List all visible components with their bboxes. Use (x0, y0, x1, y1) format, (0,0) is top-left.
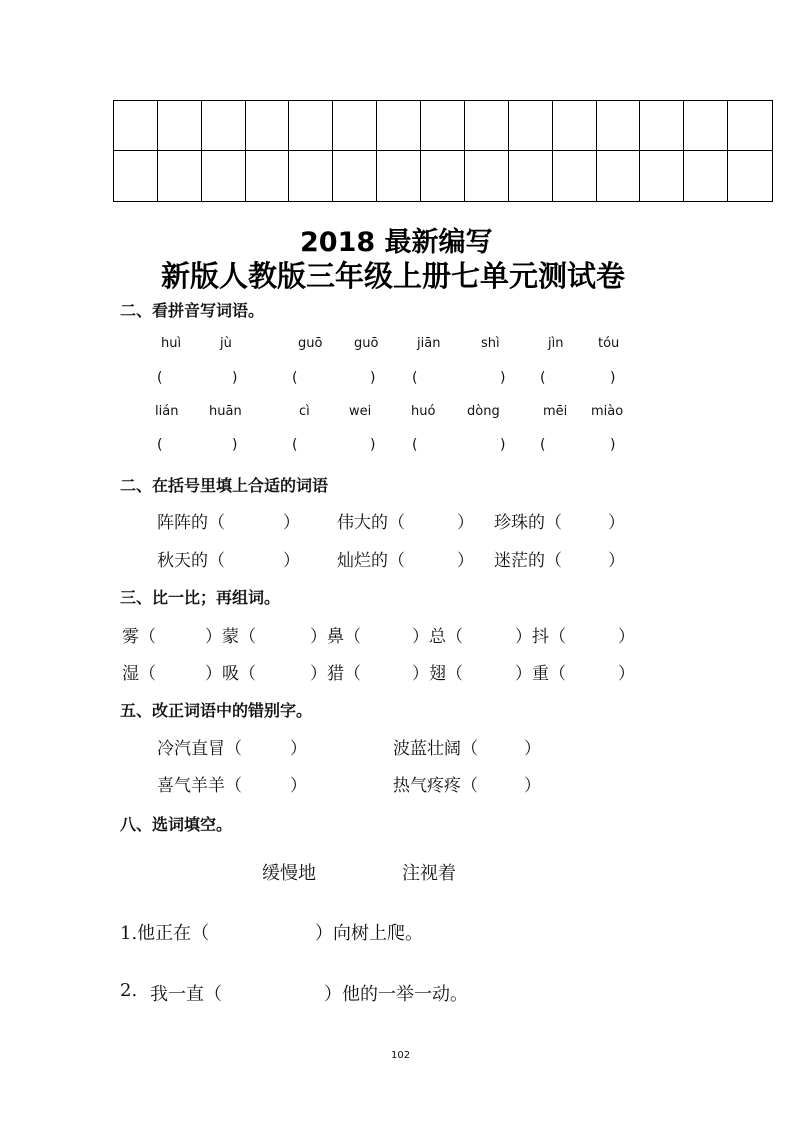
fill-item-text: 珍珠的（ (494, 513, 562, 533)
grid-cell[interactable] (553, 101, 597, 151)
correct-item-text: 波蓝壮阔（ (393, 739, 478, 759)
compare-char: ）翅（ (412, 664, 463, 684)
section-choose-heading: 八、选词填空。 (120, 815, 233, 834)
pinyin: wei (349, 404, 372, 419)
answer-blank-close: ) (232, 437, 238, 453)
grid-cell[interactable] (684, 151, 728, 201)
answer-blank-close: ) (610, 437, 616, 453)
pinyin: cì (299, 404, 310, 419)
pinyin: huó (411, 404, 436, 419)
grid-cell[interactable] (509, 151, 553, 201)
fill-item-close: ） (457, 551, 474, 571)
grid-cell[interactable] (114, 151, 158, 201)
grid-cell[interactable] (333, 151, 377, 201)
fill-item-text: 秋天的（ (157, 551, 225, 571)
fill-item-text: 伟大的（ (337, 513, 405, 533)
grid-cell[interactable] (246, 101, 290, 151)
compare-char: ） (618, 664, 635, 684)
correct-item-close: ） (524, 776, 541, 796)
question-2-number: 2. (120, 980, 138, 1001)
question-1-text: 1.他正在（ (120, 923, 210, 944)
compare-char: 湿（ (122, 664, 156, 684)
pinyin: lián (155, 404, 179, 419)
writing-grid (113, 100, 773, 202)
pinyin: tóu (598, 336, 620, 351)
grid-cell[interactable] (246, 151, 290, 201)
grid-cell[interactable] (465, 151, 509, 201)
pinyin: mēi (543, 404, 568, 419)
fill-item-close: ） (608, 551, 625, 571)
correct-item-text: 热气疼疼（ (393, 776, 478, 796)
question-1-text-end: ）向树上爬。 (315, 923, 423, 944)
grid-cell[interactable] (684, 101, 728, 151)
answer-blank-open[interactable]: ( (540, 437, 546, 453)
answer-blank-close: ) (500, 370, 506, 386)
grid-cell[interactable] (421, 151, 465, 201)
answer-blank-close: ) (500, 437, 506, 453)
grid-cell[interactable] (202, 101, 246, 151)
grid-cell[interactable] (333, 101, 377, 151)
compare-char: ）蒙（ (205, 627, 256, 647)
pinyin: guō (298, 336, 323, 351)
pinyin: guō (354, 336, 379, 351)
compare-char: ）猎（ (310, 664, 361, 684)
grid-cell[interactable] (640, 101, 684, 151)
section-compare-heading: 三、比一比；再组词。 (120, 588, 281, 607)
answer-blank-open[interactable]: ( (292, 437, 298, 453)
compare-char: ）重（ (515, 664, 566, 684)
correct-item-text: 喜气羊羊（ (157, 776, 242, 796)
pinyin: shì (481, 336, 500, 351)
answer-blank-open[interactable]: ( (412, 437, 418, 453)
compare-char: ）总（ (412, 627, 463, 647)
answer-blank-open[interactable]: ( (292, 370, 298, 386)
word-choice: 注视着 (402, 863, 456, 884)
grid-cell[interactable] (202, 151, 246, 201)
grid-cell[interactable] (158, 101, 202, 151)
grid-cell[interactable] (465, 101, 509, 151)
fill-item-close: ） (283, 551, 300, 571)
grid-cell[interactable] (377, 101, 421, 151)
correct-item-text: 冷汽直冒（ (157, 739, 242, 759)
pinyin: dòng (467, 404, 500, 419)
question-2-text: 我一直（ (150, 984, 222, 1005)
grid-cell[interactable] (728, 101, 772, 151)
grid-cell[interactable] (640, 151, 684, 201)
compare-char: 雾（ (122, 627, 156, 647)
pinyin: huān (209, 404, 242, 419)
question-2-text-end: ）他的一举一动。 (324, 984, 468, 1005)
answer-blank-close: ) (610, 370, 616, 386)
grid-cell[interactable] (509, 101, 553, 151)
pinyin: miào (591, 404, 624, 419)
section-fill-words-heading: 二、在括号里填上合适的词语 (120, 476, 329, 495)
title-line1: 2018 最新编写 (300, 227, 493, 258)
pinyin: jù (220, 336, 232, 351)
answer-blank-open[interactable]: ( (540, 370, 546, 386)
word-choice: 缓慢地 (262, 863, 316, 884)
pinyin: jìn (548, 336, 564, 351)
grid-cell[interactable] (421, 101, 465, 151)
correct-item-close: ） (290, 739, 307, 759)
compare-char: ）抖（ (515, 627, 566, 647)
correct-item-close: ） (290, 776, 307, 796)
page-number: 102 (391, 1050, 411, 1061)
fill-item-close: ） (283, 513, 300, 533)
fill-item-close: ） (457, 513, 474, 533)
grid-cell[interactable] (553, 151, 597, 201)
compare-char: ） (618, 627, 635, 647)
grid-cell[interactable] (728, 151, 772, 201)
grid-cell[interactable] (377, 151, 421, 201)
correct-item-close: ） (524, 739, 541, 759)
fill-item-text: 阵阵的（ (157, 513, 225, 533)
compare-char: ）鼻（ (310, 627, 361, 647)
fill-item-close: ） (608, 513, 625, 533)
grid-cell[interactable] (289, 151, 333, 201)
title-line2: 新版人教版三年级上册七单元测试卷 (161, 259, 626, 293)
fill-item-text: 迷茫的（ (494, 551, 562, 571)
pinyin: huì (161, 336, 182, 351)
grid-cell[interactable] (597, 101, 641, 151)
answer-blank-close: ) (232, 370, 238, 386)
answer-blank-close: ) (370, 370, 376, 386)
grid-cell[interactable] (289, 101, 333, 151)
section-pinyin-heading: 二、看拼音写词语。 (120, 301, 265, 320)
compare-char: ）吸（ (205, 664, 256, 684)
section-correct-heading: 五、改正词语中的错别字。 (120, 701, 313, 720)
answer-blank-open[interactable]: ( (157, 370, 163, 386)
grid-cell[interactable] (114, 101, 158, 151)
fill-item-text: 灿烂的（ (337, 551, 405, 571)
answer-blank-open[interactable]: ( (412, 370, 418, 386)
answer-blank-close: ) (370, 437, 376, 453)
grid-cell[interactable] (597, 151, 641, 201)
grid-cell[interactable] (158, 151, 202, 201)
answer-blank-open[interactable]: ( (157, 437, 163, 453)
pinyin: jiān (417, 336, 441, 351)
